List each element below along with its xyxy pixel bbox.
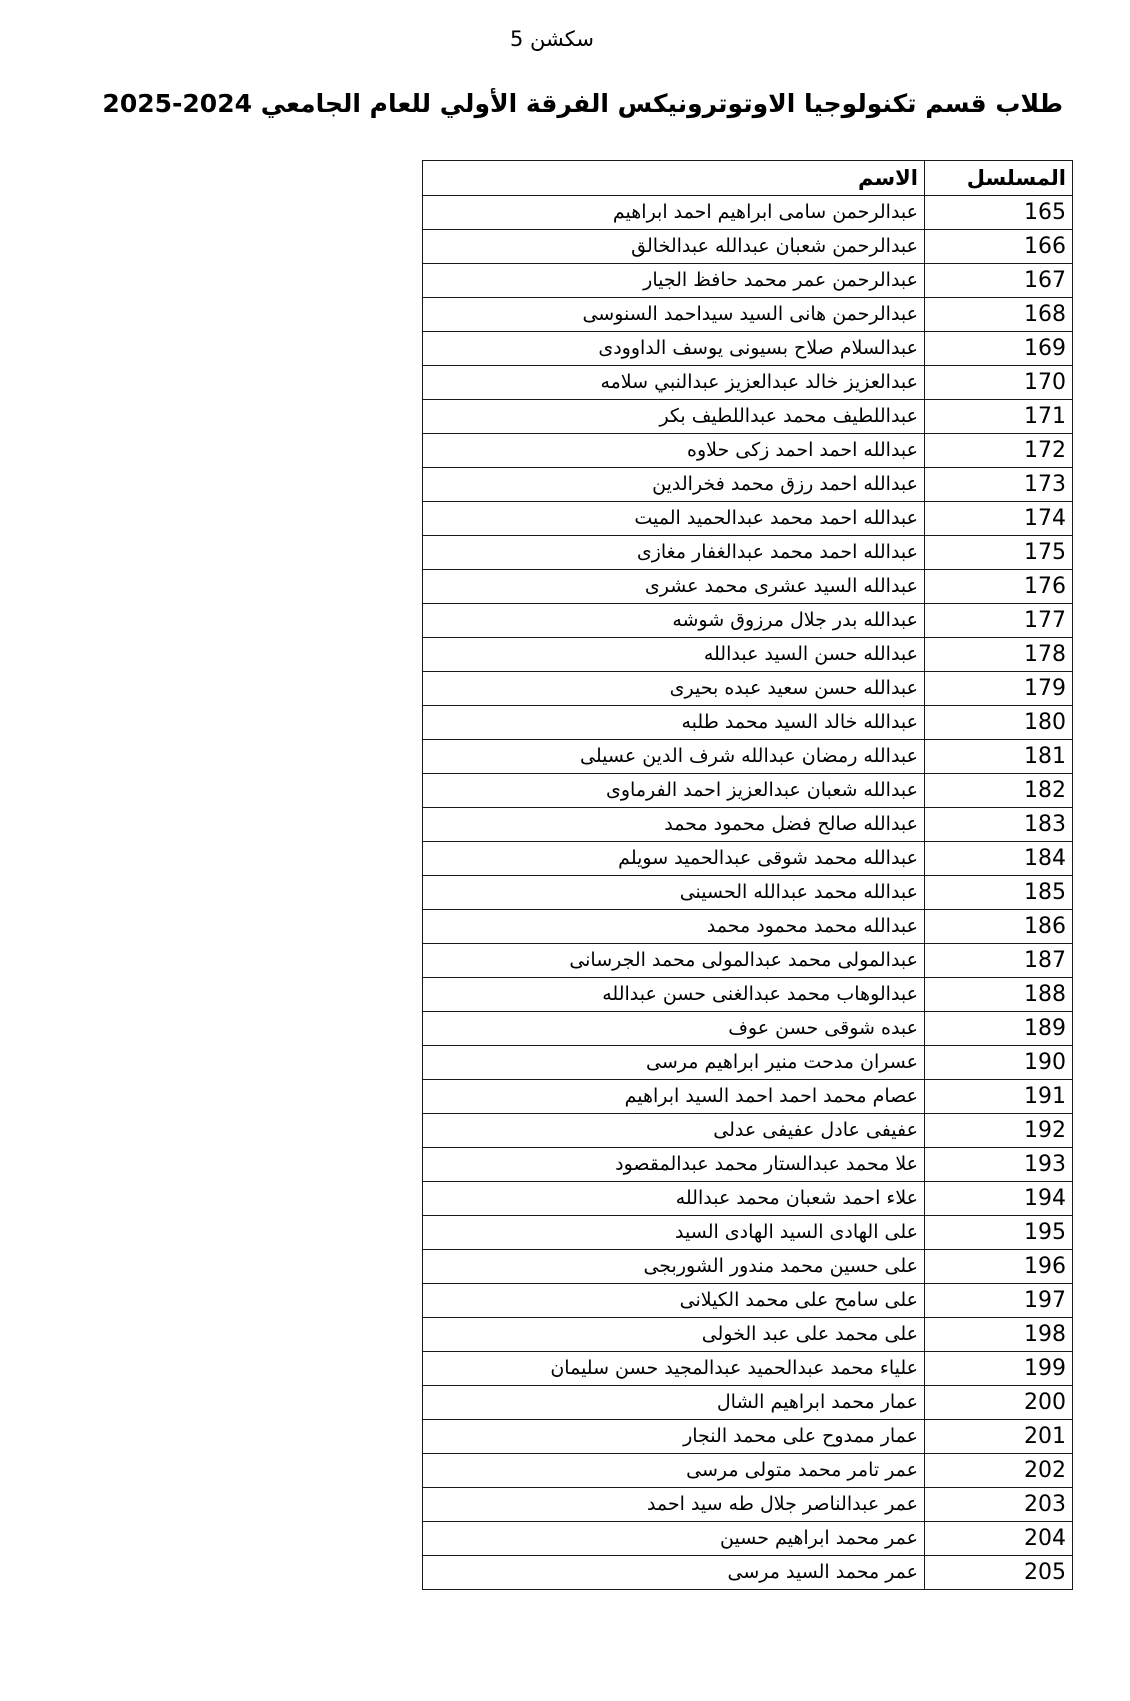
serial-cell: 185 [925, 876, 1073, 910]
page-title: طلاب قسم تكنولوجيا الاوتوترونيكس الفرقة الأولي للعام الجامعي 2024-2025 [102, 89, 1063, 118]
serial-cell: 180 [925, 706, 1073, 740]
serial-cell: 170 [925, 366, 1073, 400]
serial-cell: 198 [925, 1318, 1073, 1352]
student-name-cell: عبده شوقى حسن عوف [423, 1012, 925, 1046]
student-name-cell: عبدالرحمن هانى السيد سيداحمد السنوسى [423, 298, 925, 332]
table-row [423, 1318, 1073, 1352]
table-row [423, 434, 1073, 468]
student-name-cell: عبدالله محمد محمود محمد [423, 910, 925, 944]
table-body [423, 196, 1073, 1590]
student-name-cell: عبدالله حسن سعيد عبده بحيرى [423, 672, 925, 706]
serial-cell: 203 [925, 1488, 1073, 1522]
table-header-row [423, 161, 1073, 196]
serial-cell: 183 [925, 808, 1073, 842]
student-name-cell: عمر محمد ابراهيم حسين [423, 1522, 925, 1556]
serial-cell: 192 [925, 1114, 1073, 1148]
section-label-text: سكشن 5 [510, 27, 594, 51]
serial-cell: 204 [925, 1522, 1073, 1556]
table-row [423, 1386, 1073, 1420]
student-name-cell: عبدالله خالد السيد محمد طلبه [423, 706, 925, 740]
table-row [423, 740, 1073, 774]
serial-cell: 197 [925, 1284, 1073, 1318]
student-name-cell: عبدالله احمد محمد عبدالحميد الميت [423, 502, 925, 536]
serial-cell: 176 [925, 570, 1073, 604]
table-row [423, 808, 1073, 842]
table-row [423, 1352, 1073, 1386]
serial-column-header: المسلسل [925, 161, 1073, 196]
student-name-cell: على سامح على محمد الكيلانى [423, 1284, 925, 1318]
serial-cell: 171 [925, 400, 1073, 434]
serial-cell: 167 [925, 264, 1073, 298]
table-row [423, 1284, 1073, 1318]
student-name-cell: عبدالله شعبان عبدالعزيز احمد الفرماوى [423, 774, 925, 808]
student-name-cell: عبدالله محمد عبدالله الحسينى [423, 876, 925, 910]
student-name-cell: علا محمد عبدالستار محمد عبدالمقصود [423, 1148, 925, 1182]
table-row [423, 842, 1073, 876]
serial-cell: 187 [925, 944, 1073, 978]
serial-cell: 168 [925, 298, 1073, 332]
student-name-cell: علاء احمد شعبان محمد عبدالله [423, 1182, 925, 1216]
table-row [423, 298, 1073, 332]
serial-cell: 172 [925, 434, 1073, 468]
serial-cell: 165 [925, 196, 1073, 230]
table-row [423, 264, 1073, 298]
student-name-cell: على حسين محمد مندور الشوربجى [423, 1250, 925, 1284]
serial-cell: 179 [925, 672, 1073, 706]
student-name-cell: عبدالله رمضان عبدالله شرف الدين عسيلى [423, 740, 925, 774]
serial-cell: 178 [925, 638, 1073, 672]
table-row [423, 910, 1073, 944]
serial-cell: 182 [925, 774, 1073, 808]
table-row [423, 400, 1073, 434]
serial-cell: 184 [925, 842, 1073, 876]
section-label [0, 24, 1130, 54]
student-name-cell: عبدالعزيز خالد عبدالعزيز عبدالنبي سلامه [423, 366, 925, 400]
student-name-cell: عسران مدحت منير ابراهيم مرسى [423, 1046, 925, 1080]
student-name-cell: عمار محمد ابراهيم الشال [423, 1386, 925, 1420]
table-row [423, 1114, 1073, 1148]
student-name-cell: عمر محمد السيد مرسى [423, 1556, 925, 1590]
serial-cell: 177 [925, 604, 1073, 638]
student-name-cell: على محمد على عبد الخولى [423, 1318, 925, 1352]
serial-cell: 189 [925, 1012, 1073, 1046]
serial-cell: 201 [925, 1420, 1073, 1454]
table-row [423, 978, 1073, 1012]
table-row [423, 1420, 1073, 1454]
table-row [423, 604, 1073, 638]
table-row [423, 1148, 1073, 1182]
serial-cell: 174 [925, 502, 1073, 536]
table-row [423, 502, 1073, 536]
table-row [423, 1250, 1073, 1284]
student-name-cell: عفيفى عادل عفيفى عدلى [423, 1114, 925, 1148]
table-row [423, 468, 1073, 502]
student-name-cell: عبدالله السيد عشرى محمد عشرى [423, 570, 925, 604]
student-name-cell: عبدالله بدر جلال مرزوق شوشه [423, 604, 925, 638]
serial-cell: 188 [925, 978, 1073, 1012]
serial-cell: 205 [925, 1556, 1073, 1590]
table-row [423, 774, 1073, 808]
table-row [423, 332, 1073, 366]
name-column-header: الاسم [423, 161, 925, 196]
student-name-cell: عصام محمد احمد احمد السيد ابراهيم [423, 1080, 925, 1114]
table-row [423, 1454, 1073, 1488]
student-name-cell: عبدالله محمد شوقى عبدالحميد سويلم [423, 842, 925, 876]
student-name-cell: عبدالله حسن السيد عبدالله [423, 638, 925, 672]
table-row [423, 1216, 1073, 1250]
student-name-cell: عبدالوهاب محمد عبدالغنى حسن عبدالله [423, 978, 925, 1012]
student-name-cell: عبدالمولى محمد عبدالمولى محمد الجرسانى [423, 944, 925, 978]
student-name-cell: عبدالسلام صلاح بسيونى يوسف الداوودى [423, 332, 925, 366]
serial-cell: 186 [925, 910, 1073, 944]
student-roster-table [422, 160, 1073, 1590]
table-row [423, 1182, 1073, 1216]
student-name-cell: عبدالرحمن شعبان عبدالله عبدالخالق [423, 230, 925, 264]
table-row [423, 230, 1073, 264]
table-row [423, 1012, 1073, 1046]
serial-cell: 196 [925, 1250, 1073, 1284]
serial-cell: 169 [925, 332, 1073, 366]
serial-cell: 200 [925, 1386, 1073, 1420]
serial-cell: 195 [925, 1216, 1073, 1250]
serial-cell: 199 [925, 1352, 1073, 1386]
student-name-cell: عمر تامر محمد متولى مرسى [423, 1454, 925, 1488]
serial-cell: 202 [925, 1454, 1073, 1488]
table-row [423, 570, 1073, 604]
table-row [423, 1488, 1073, 1522]
student-name-cell: عبدالرحمن سامى ابراهيم احمد ابراهيم [423, 196, 925, 230]
table-row [423, 944, 1073, 978]
student-name-cell: عبدالله صالح فضل محمود محمد [423, 808, 925, 842]
serial-cell: 190 [925, 1046, 1073, 1080]
student-name-cell: على الهادى السيد الهادى السيد [423, 1216, 925, 1250]
table-row [423, 876, 1073, 910]
serial-cell: 193 [925, 1148, 1073, 1182]
table-row [423, 366, 1073, 400]
student-name-cell: عبداللطيف محمد عبداللطيف بكر [423, 400, 925, 434]
student-name-cell: عبدالرحمن عمر محمد حافظ الجيار [423, 264, 925, 298]
table-row [423, 706, 1073, 740]
table-row [423, 638, 1073, 672]
table-row [423, 1522, 1073, 1556]
serial-cell: 173 [925, 468, 1073, 502]
serial-cell: 181 [925, 740, 1073, 774]
table-row [423, 1080, 1073, 1114]
student-name-cell: عمر عبدالناصر جلال طه سيد احمد [423, 1488, 925, 1522]
student-name-cell: عمار ممدوح على محمد النجار [423, 1420, 925, 1454]
table-row [423, 536, 1073, 570]
serial-cell: 175 [925, 536, 1073, 570]
table-row [423, 672, 1073, 706]
serial-cell: 166 [925, 230, 1073, 264]
table-row [423, 1556, 1073, 1590]
serial-cell: 191 [925, 1080, 1073, 1114]
student-name-cell: علياء محمد عبدالحميد عبدالمجيد حسن سليمان [423, 1352, 925, 1386]
student-name-cell: عبدالله احمد احمد زكى حلاوه [423, 434, 925, 468]
student-name-cell: عبدالله احمد محمد عبدالغفار مغازى [423, 536, 925, 570]
table-row [423, 196, 1073, 230]
table-row [423, 1046, 1073, 1080]
serial-cell: 194 [925, 1182, 1073, 1216]
student-name-cell: عبدالله احمد رزق محمد فخرالدين [423, 468, 925, 502]
